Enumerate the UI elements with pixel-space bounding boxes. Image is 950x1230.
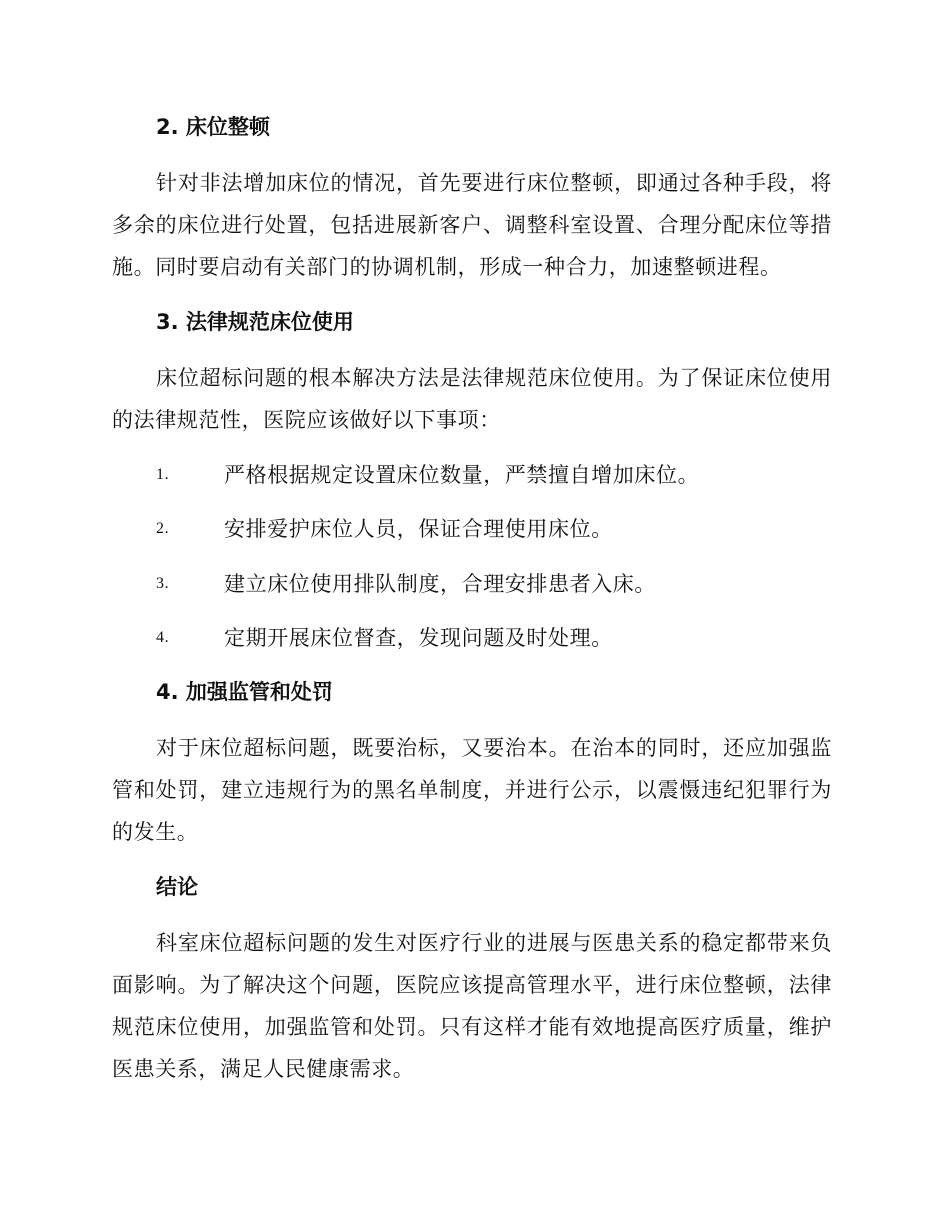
- list-item-text: 定期开展床位督查，发现问题及时处理。: [224, 626, 613, 650]
- list-number: 4.: [156, 629, 170, 646]
- section-heading-supervision: 4. 加强监管和处罚: [156, 680, 333, 704]
- list-item-text: 严格根据规定设置床位数量，严禁擅自增加床位。: [224, 463, 700, 487]
- list-item-text: 安排爱护床位人员，保证合理使用床位。: [224, 517, 613, 541]
- list-item: [156, 569, 832, 599]
- section-heading-bed-rectification: 2. 床位整顿: [156, 115, 270, 139]
- list-item: [156, 514, 832, 544]
- list-number: 2.: [156, 520, 170, 537]
- list-item: [156, 460, 832, 490]
- section-heading-legal-regulation: 3. 法律规范床位使用: [156, 310, 354, 334]
- paragraph-supervision: 对于床位超标问题，既要治标，又要治本。在治本的同时，还应加强监管和处罚，建立违规行为的黑名单制度，并进行公示，以震慑违纪犯罪行为的发生。: [112, 736, 832, 844]
- section-heading-conclusion: 结论: [156, 875, 198, 899]
- list-item-text: 建立床位使用排队制度，合理安排患者入床。: [224, 572, 656, 596]
- list-number: 1.: [156, 466, 170, 483]
- paragraph-bed-rectification: 针对非法增加床位的情况，首先要进行床位整顿，即通过各种手段，将多余的床位进行处置，包括进展新客户、调整科室设置、合理分配床位等措施。同时要启动有关部门的协调机制，形成一种合力，加速整顿进程。: [112, 171, 832, 279]
- list-item: [156, 623, 832, 653]
- list-number: 3.: [156, 575, 170, 592]
- paragraph-legal-regulation: 床位超标问题的根本解决方法是法律规范床位使用。为了保证床位使用的法律规范性，医院应该做好以下事项：: [112, 366, 832, 432]
- paragraph-conclusion: 科室床位超标问题的发生对医疗行业的进展与医患关系的稳定都带来负面影响。为了解决这个问题，医院应该提高管理水平，进行床位整顿，法律规范床位使用，加强监管和处罚。只有这样才能有效地提高医疗质量，维护医患关系，满足人民健康需求。: [112, 931, 832, 1081]
